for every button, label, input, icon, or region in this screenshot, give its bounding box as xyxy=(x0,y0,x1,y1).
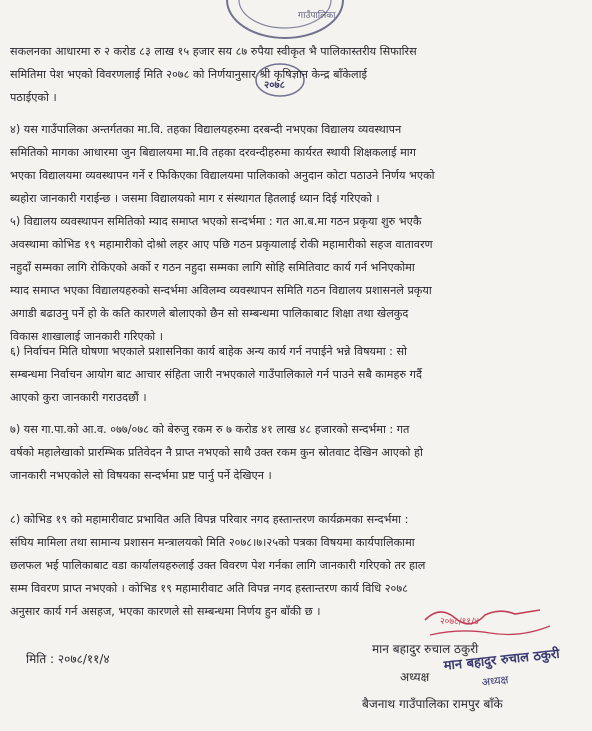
para-line: समितिको मागका आधारमा जुन बिद्यालयमा मा.वि तहका दरवन्दीहरुमा कार्यरत स्थायी शिक्षकलाई माग xyxy=(10,146,416,159)
para-line: जानकारी नभएकोले सो विषयका सन्दर्भमा प्रष्ट पार्नु पर्ने देखिएन । xyxy=(10,469,272,482)
para-line: समितिमा पेश भएको विवरणलाई मिति २०७८ को निर्णयानुसार श्री कृषिज्ञान केन्द्र बाँकेलाई xyxy=(10,68,367,81)
para-line: सम्म विवरण प्राप्त नभएको । कोभिड १९ महामारीवाट अति विपन्न नगद हस्तान्तरण कार्य विधि २०७८ xyxy=(10,582,408,595)
stamp-role: अध्यक्ष xyxy=(481,673,510,689)
para-line: म्याद समाप्त भएका विद्यालयहरुको सन्दर्भमा अविलम्व व्यवस्थापन समिति गठन विद्यालय प्रशासनले प्रकृया xyxy=(10,284,432,297)
para-line: ६) निर्वाचन मिति घोषणा भएकाले प्रशासनिका कार्य बाहेक अन्य कार्य गर्न नपाईने भन्ने विषयमा : सो xyxy=(10,345,407,358)
para-line: विकास शाखालाई जानकारी गरिएको । xyxy=(10,330,163,343)
paragraph-1 xyxy=(10,40,584,109)
para-line: अगाडी बढाउनु पर्ने हो के कति कारणले बोलाएको छैन सो सम्बन्धमा पालिकाबाट शिक्षा तथा खेलकुद xyxy=(10,307,409,320)
para-line: भएका विद्यालयमा व्यवस्थापन गर्ने र फिकिएका विद्यालयमा पालिकाको अनुदान कोटा पठाउने निर्णय भएको xyxy=(10,169,435,182)
paragraph-5 xyxy=(10,418,584,487)
seal-top-text: गाउँपालिका xyxy=(298,11,336,21)
para-line: छलफल भई पालिकाबाट वडा कार्यालयहरुलाई उक्त विवरण पेश गर्नका लागि जानकारी गरिएको तर हाल xyxy=(10,559,426,572)
para-line: ५) विद्यालय व्यवस्थापन समितिको म्याद समाप्त भएको सन्दर्भमा : गत आ.ब.मा गठन प्रकृया शुरु भएकै xyxy=(10,215,422,228)
office-seal-mark xyxy=(220,0,350,45)
signer-name: मान बहादुर रुचाल ठकुरी xyxy=(372,642,479,656)
paragraph-4 xyxy=(10,340,584,409)
document-date: मिति : २०७८/११/४ xyxy=(26,652,110,666)
para-line: आएको कुरा जानकारी गराउदछौं । xyxy=(10,391,147,404)
signer-role: अध्यक्ष xyxy=(400,670,430,684)
para-line: ब्यहोरा जानकारी गराईन्छ । जसमा विद्यालयको माग र संस्थागत हितलाई ध्यान दिई गरिएको । xyxy=(10,192,380,205)
office-name: बैजनाथ गाउँपालिका रामपुर बाँके xyxy=(362,697,503,711)
para-line: अनुसार कार्य गर्न असहज, भएका कारणले सो सम्बन्धमा निर्णय हुन बाँकी छ । xyxy=(10,605,321,618)
para-line: संघिय मामिला तथा सामान्य प्रशासन मन्त्रालयको मिति २०७८।७।२५को पत्रका विषयमा कार्यपालिकामा xyxy=(10,536,415,549)
para-line: ७) यस गा.पा.को आ.व. ०७७/०७८ को बेरुजु रकम रु ७ करोड ४१ लाख ४८ हजारको सन्दर्भमा : गत xyxy=(10,423,410,436)
seal-mid-text: २०७८ xyxy=(264,80,285,91)
paragraph-3 xyxy=(10,210,584,348)
stamp-text: मान बहादुर रुचाल ठकुरी xyxy=(443,646,560,674)
para-line: सम्बन्धमा निर्वाचन आयोग बाट आचार संहिता जारी नभएकाले गाउँपालिकाले गर्न पाउने सबै कामहरु गर्दै xyxy=(10,368,422,381)
para-line: वर्षको महालेखाको प्रारम्भिक प्रतिवेदन नै प्राप्त नभएको साथै उक्त रकम कुन स्रोतवाट देखिन आएको हो xyxy=(10,446,423,459)
para-line: नहुदाँ सम्मका लागि रोकिएको अर्को र गठन नहुदा सम्मका लागि सोहि समितिवाट कार्य गर्न भनिएकोमा xyxy=(10,261,415,274)
para-line: ८) कोभिड १९ को महामारीवाट प्रभावित अति विपन्न परिवार नगद हस्तान्तरण कार्यक्रमका सन्दर्भमा : xyxy=(10,513,409,526)
para-line: ४) यस गाउँपालिका अन्तर्गतका मा.वि. तहका विद्यालयहरुमा दरबन्दी नभएका विद्यालय व्यवस्थापन xyxy=(10,123,402,136)
para-line: अवस्थामा कोभिड १९ महामारीको दोश्रो लहर आए पछि गठन प्रकृयालाई रोकी महामारीको सहज वातावरण xyxy=(10,238,433,251)
para-line: सकलनका आधारमा रु २ करोड ८३ लाख १५ हजार सय ८७ रुपैया स्वीकृत भै पालिकास्तरीय सिफारिस xyxy=(10,45,417,58)
para-line: पठाईएको । xyxy=(10,91,57,104)
paragraph-2 xyxy=(10,118,584,210)
signature-date: २०७८/११/४ xyxy=(440,617,479,627)
